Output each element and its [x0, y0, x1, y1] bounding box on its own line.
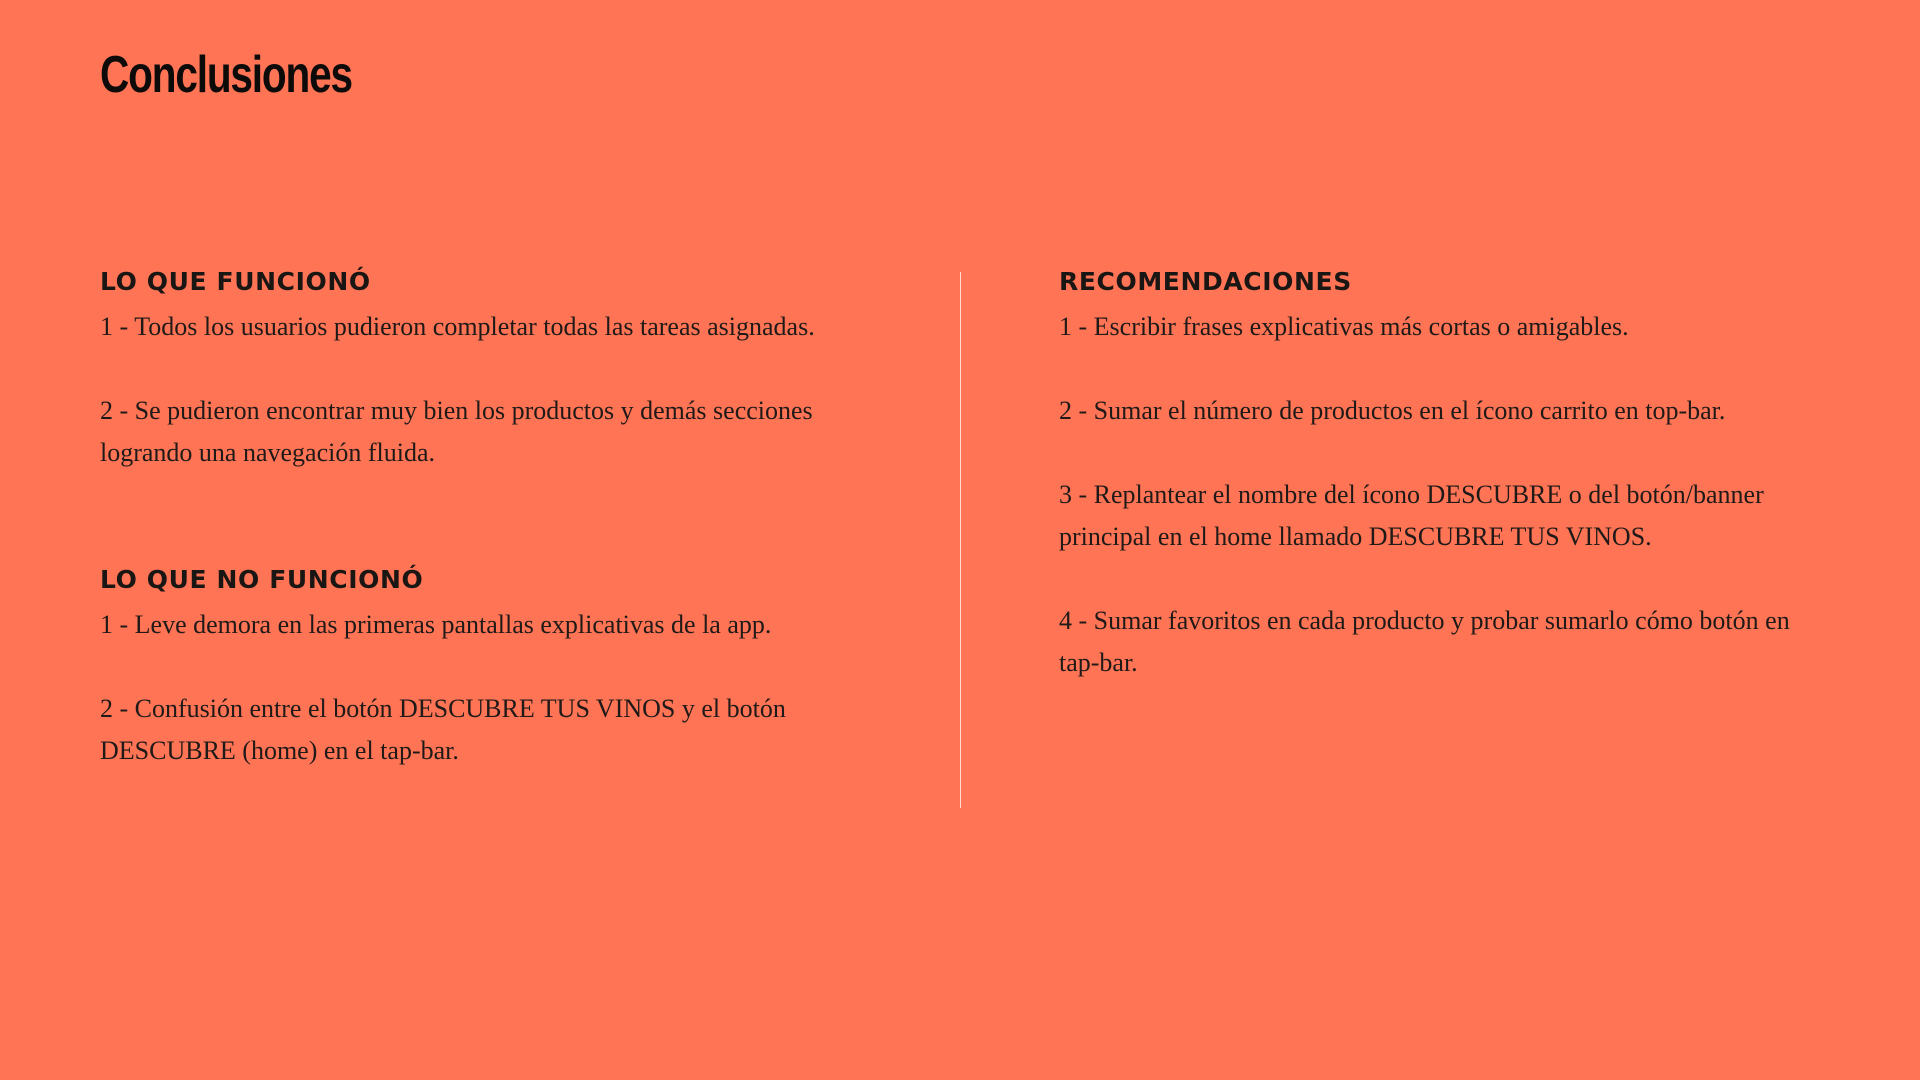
column-divider	[960, 272, 961, 808]
worked-heading: LO QUE FUNCIONÓ	[100, 267, 371, 296]
recommendation-item: 1 - Escribir frases explicativas más cortas o amigables.	[1059, 312, 1629, 341]
not-worked-section	[100, 564, 860, 772]
worked-item: 1 - Todos los usuarios pudieron completar todas las tareas asignadas.	[100, 312, 815, 341]
recommendations-heading: RECOMENDACIONES	[1059, 267, 1352, 296]
not-worked-item: 2 - Confusión entre el botón DESCUBRE TUS VINOS y el botón DESCUBRE (home) en el tap-bar.	[100, 694, 786, 765]
not-worked-item: 1 - Leve demora en las primeras pantallas explicativas de la app.	[100, 610, 772, 639]
not-worked-heading: LO QUE NO FUNCIONÓ	[100, 565, 424, 594]
page-title: Conclusiones	[100, 46, 352, 104]
right-column	[1059, 266, 1829, 684]
recommendation-item: 3 - Replantear el nombre del ícono DESCUBRE o del botón/banner principal en el home llamado DESCUBRE TUS VINOS.	[1059, 480, 1764, 551]
recommendation-item: 2 - Sumar el número de productos en el ícono carrito en top-bar.	[1059, 396, 1726, 425]
recommendations-section	[1059, 266, 1829, 684]
worked-item: 2 - Se pudieron encontrar muy bien los productos y demás secciones logrando una navegación fluida.	[100, 396, 813, 467]
recommendation-item: 4 - Sumar favoritos en cada producto y probar sumarlo cómo botón en tap-bar.	[1059, 606, 1790, 677]
worked-section	[100, 266, 860, 474]
left-column	[100, 266, 860, 772]
